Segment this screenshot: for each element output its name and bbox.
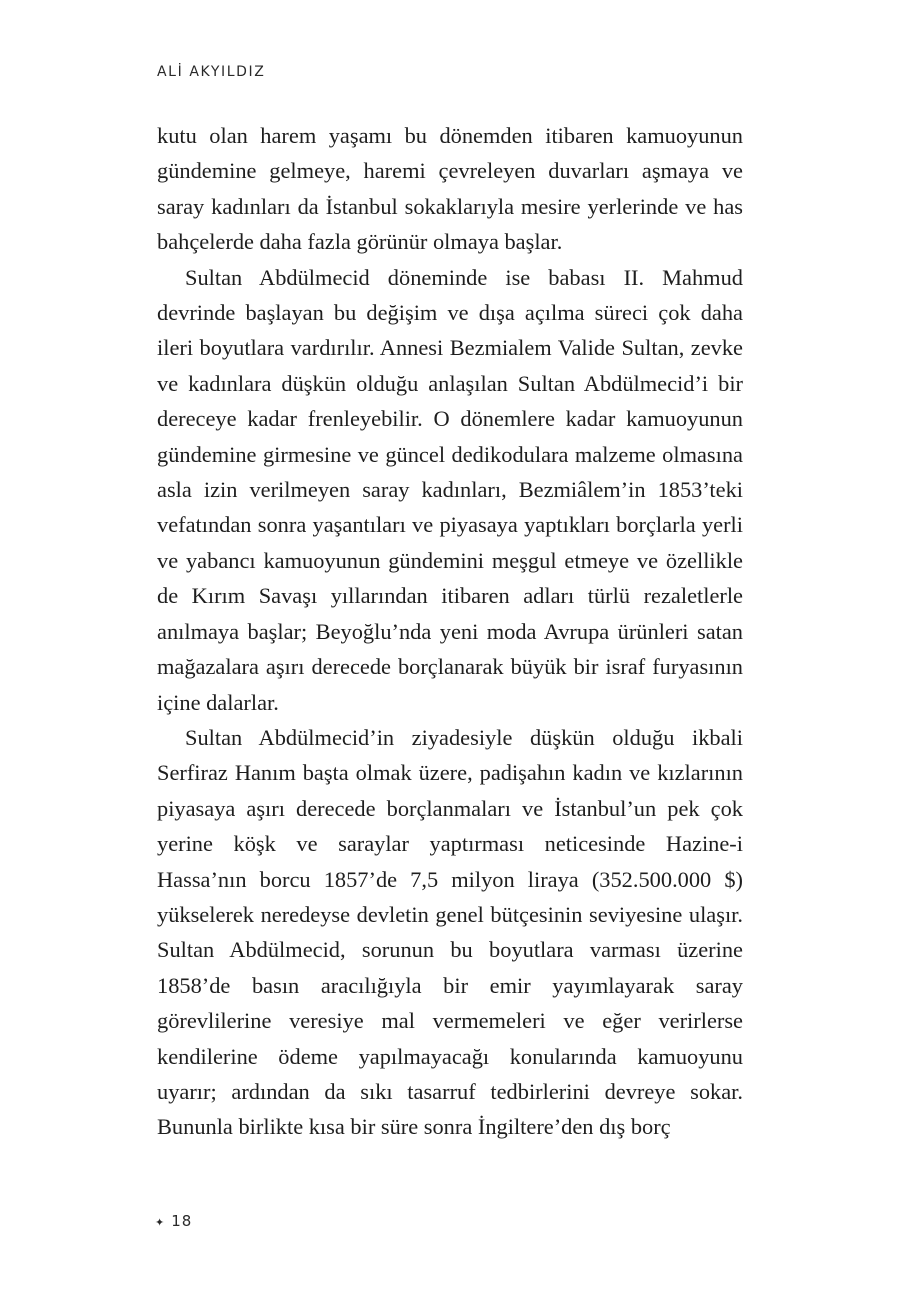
paragraph-3: Sultan Abdülmecid’in ziyadesiyle düşkün olduğu ikbali Serfiraz Hanım başta olmak üzere, padişahın kadın ve kızlarının piyasaya aşırı derecede borçlanmaları ve İstanbul’un pek çok yerine köşk ve saraylar yaptırması neticesinde Hazine-i Hassa’nın borcu 1857’de 7,5 milyon liraya (352.500.000 $) yükselerek neredeyse devletin genel bütçesinin seviyesine ulaşır. Sultan Abdülmecid, sorunun bu boyutlara varması üzerine 1858’de basın aracılığıyla bir emir yayımlayarak saray görevlilerine veresiye mal vermemeleri ve eğer verirlerse kendilerine ödeme yapılmayacağı konularında kamuoyunu uyarır; ardından da sıkı tasarruf tedbirlerini devreye sokar. Bununla birlikte kısa bir süre sonra İngiltere’den dış borç <box>157 724 743 1140</box>
page-number: 18 <box>171 1212 193 1230</box>
running-head: ALİ AKYILDIZ <box>157 64 266 80</box>
folio <box>155 1212 192 1230</box>
body-text <box>157 118 743 1145</box>
diamond-ornament-icon: ✦ <box>155 1215 166 1229</box>
paragraph-2: Sultan Abdülmecid döneminde ise babası II. Mahmud devrinde başlayan bu değişim ve dışa açılma süreci çok daha ileri boyutlara vardırılır. Annesi Bezmialem Valide Sultan, zevke ve kadınlara düşkün olduğu anlaşılan Sultan Abdülmecid’i bir dereceye kadar frenleyebilir. O dönemlere kadar kamuoyunun gündemine girmesine ve güncel dedikodulara malzeme olmasına asla izin verilmeyen saray kadınları, Bezmiâlem’in 1853’teki vefatından sonra yaşantıları ve piyasaya yaptıkları borçlarla yerli ve yabancı kamuoyunun gündemini meşgul etmeye ve özellikle de Kırım Savaşı yıllarından itibaren adları türlü rezaletlerle anılmaya başlar; Beyoğlu’nda yeni moda Avrupa ürünleri satan mağazalara aşırı derecede borçlanarak büyük bir israf furyasının içine dalarlar. <box>157 264 743 715</box>
paragraph-1: kutu olan harem yaşamı bu dönemden itibaren kamuoyunun gündemine gelmeye, haremi çevreleyen duvarları aşmaya ve saray kadınları da İstanbul sokaklarıyla mesire yerlerinde ve has bahçelerde daha fazla görünür olmaya başlar. <box>157 123 743 255</box>
